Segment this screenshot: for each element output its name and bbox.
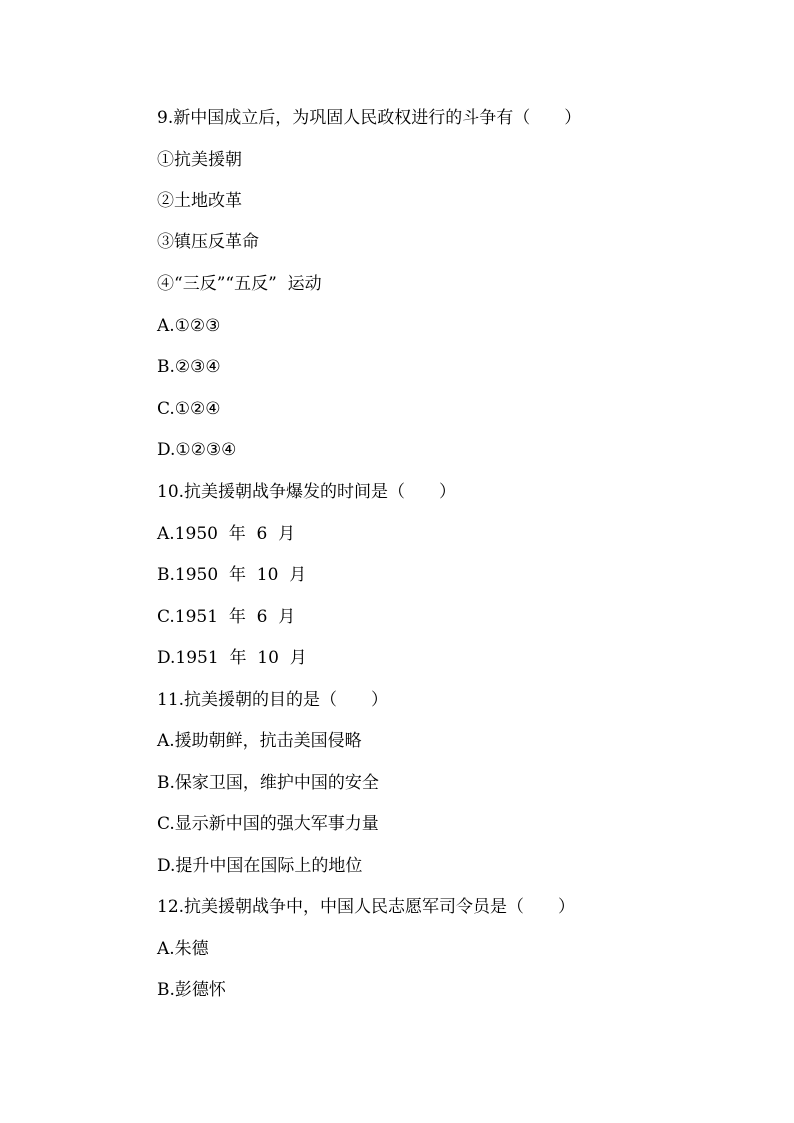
question-9-item-2: ②土地改革 [157, 191, 242, 211]
question-11-option-d: D.提升中国在国际上的地位 [157, 856, 363, 876]
question-10-stem: 10.抗美援朝战争爆发的时间是（ ） [157, 482, 457, 502]
question-11-option-c: C.显示新中国的强大军事力量 [157, 814, 379, 834]
question-9-item-1: ①抗美援朝 [157, 150, 242, 170]
question-10-option-c: C.1951 年 6 月 [157, 607, 296, 627]
question-11-stem: 11.抗美援朝的目的是（ ） [157, 690, 389, 710]
question-9-option-c: C.①②④ [157, 399, 221, 419]
question-9-option-a: A.①②③ [157, 316, 221, 336]
question-12-option-a: A.朱德 [157, 939, 209, 959]
question-10-option-d: D.1951 年 10 月 [157, 648, 307, 668]
question-9-stem: 9.新中国成立后，为巩固人民政权进行的斗争有（ ） [157, 108, 582, 128]
question-11-option-a: A.援助朝鲜，抗击美国侵略 [157, 731, 362, 751]
question-10-option-a: A.1950 年 6 月 [157, 524, 296, 544]
question-10-option-b: B.1950 年 10 月 [157, 565, 307, 585]
question-12-stem: 12.抗美援朝战争中，中国人民志愿军司令员是（ ） [157, 897, 576, 917]
question-12-option-b: B.彭德怀 [157, 980, 226, 1000]
question-9-item-4: ④“三反”“五反” 运动 [157, 274, 322, 294]
question-9-option-d: D.①②③④ [157, 440, 237, 460]
question-9-option-b: B.②③④ [157, 357, 221, 377]
question-9-item-3: ③镇压反革命 [157, 232, 259, 252]
question-11-option-b: B.保家卫国，维护中国的安全 [157, 773, 379, 793]
